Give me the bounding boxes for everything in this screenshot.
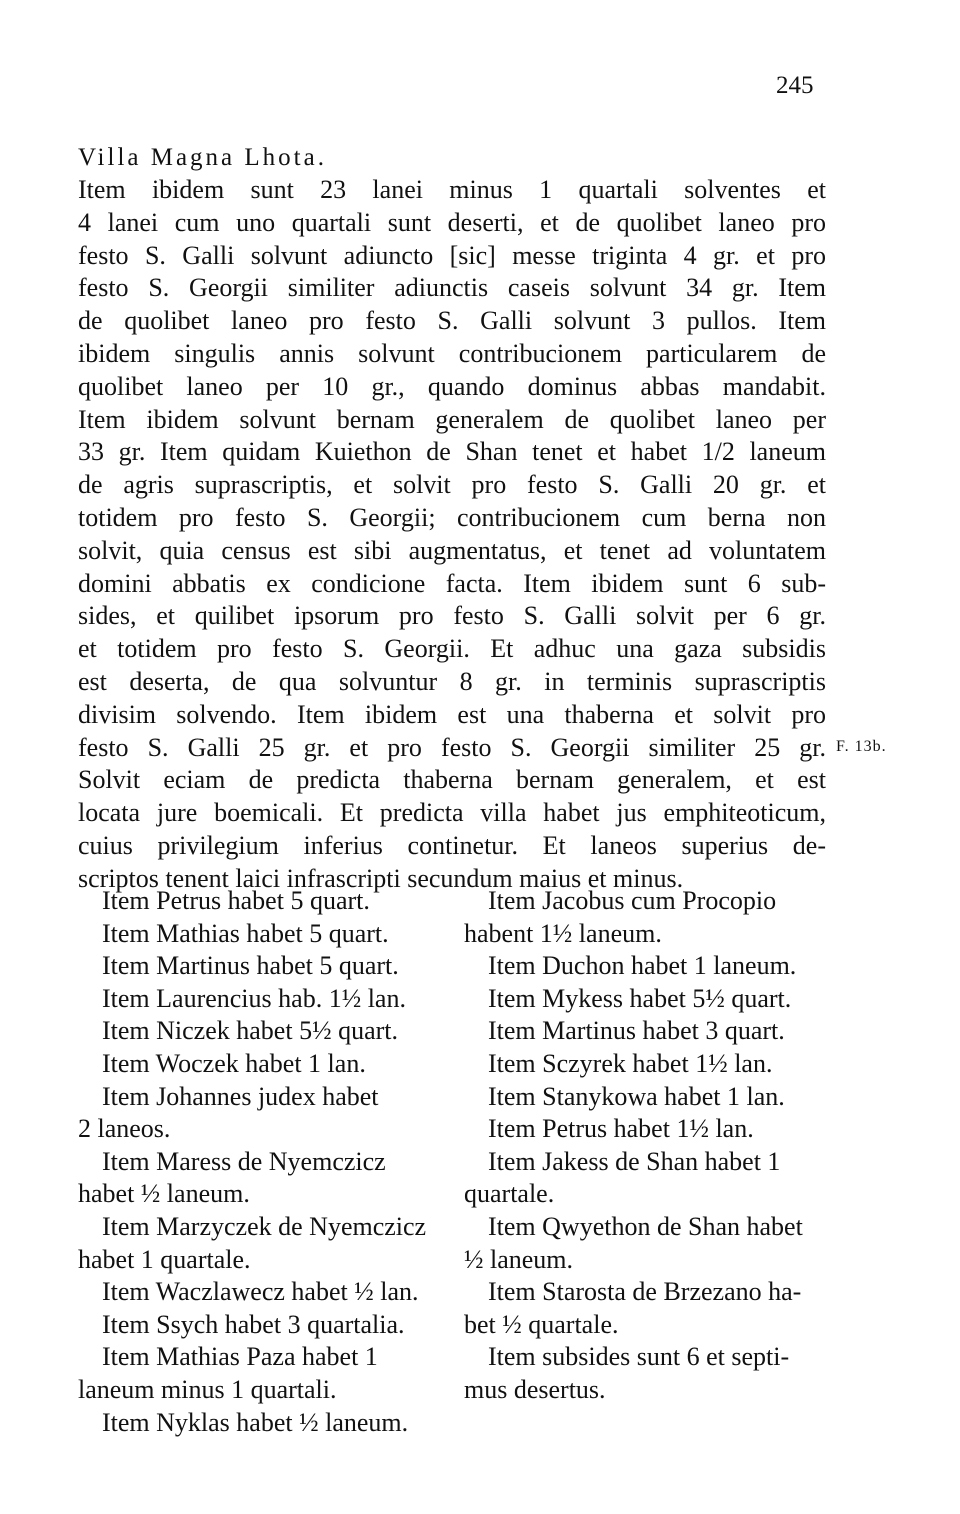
list-item — [464, 983, 824, 1016]
list-item — [464, 1211, 824, 1276]
list-item-line: mus desertus. — [464, 1374, 606, 1404]
list-item-line: quartale. — [464, 1179, 555, 1209]
body-paragraph — [78, 174, 826, 896]
body-line: 33 gr. Item quidam Kuiethon de Shan tenet et habet 1/2 laneum — [78, 437, 826, 467]
list-item-line: habent 1½ laneum. — [464, 918, 662, 948]
list-item — [464, 1048, 824, 1081]
list-item-line: Item Mykess habet 5½ quart. — [488, 983, 792, 1013]
list-item-line: Item Jakess de Shan habet 1 — [488, 1146, 781, 1176]
list-item-line: Item Mathias habet 5 quart. — [102, 918, 389, 948]
body-line: totidem pro festo S. Georgii; contribucionem cum berna non — [78, 502, 826, 532]
list-item — [78, 1309, 438, 1342]
list-item-line: habet ½ laneum. — [78, 1179, 250, 1209]
list-item-line: Item Woczek habet 1 lan. — [102, 1048, 366, 1078]
body-line: de agris suprascriptis, et solvit pro festo S. Galli 20 gr. et — [78, 470, 826, 500]
list-item — [78, 1015, 438, 1048]
list-item — [78, 885, 438, 918]
list-item — [464, 1015, 824, 1048]
folio-margin-note: F. 13b. — [836, 738, 887, 755]
list-item — [464, 885, 824, 950]
list-item-line: ½ laneum. — [464, 1244, 574, 1274]
list-item-line: laneum minus 1 quartali. — [78, 1374, 337, 1404]
list-item — [78, 950, 438, 983]
list-item — [78, 1407, 438, 1440]
list-item-line: Item Johannes judex habet — [102, 1081, 379, 1111]
list-item — [464, 1341, 824, 1406]
list-item-line: Item Martinus habet 5 quart. — [102, 951, 399, 981]
list-item-line: Item Stanykowa habet 1 lan. — [488, 1081, 785, 1111]
list-item — [464, 1081, 824, 1114]
list-item-line: Item Mathias Paza habet 1 — [102, 1342, 378, 1372]
list-item-line: Item Martinus habet 3 quart. — [488, 1016, 785, 1046]
body-line: solvit, quia census est sibi augmentatus, et tenet ad voluntatem — [78, 535, 826, 565]
body-line: Solvit eciam de predicta thaberna bernam generalem, et est — [78, 765, 826, 795]
list-item-line: Item Starosta de Brzezano ha- — [488, 1277, 802, 1307]
section-heading: Villa Magna Lhota. — [78, 144, 327, 171]
list-item-line: habet 1 quartale. — [78, 1244, 251, 1274]
list-item-line: Item Niczek habet 5½ quart. — [102, 1016, 398, 1046]
body-line: quolibet laneo per 10 gr., quando dominus abbas mandabit. — [78, 371, 826, 401]
list-item-line: Item subsides sunt 6 et septi- — [488, 1342, 790, 1372]
list-item-line: Item Duchon habet 1 laneum. — [488, 951, 797, 981]
body-line: domini abbatis ex condicione facta. Item ibidem sunt 6 sub- — [78, 568, 826, 598]
list-item — [78, 918, 438, 951]
right-column-list — [464, 885, 824, 1407]
list-item-line: Item Laurencius hab. 1½ lan. — [102, 983, 406, 1013]
list-item — [464, 1146, 824, 1211]
list-item-line: Item Nyklas habet ½ laneum. — [102, 1407, 409, 1437]
body-line: Item ibidem sunt 23 lanei minus 1 quartali solventes et — [78, 175, 826, 204]
body-line: sides, et quilibet ipsorum pro festo S. Galli solvit per 6 gr. — [78, 601, 826, 631]
body-line: est deserta, de qua solvuntur 8 gr. in terminis suprascriptis — [78, 666, 826, 696]
list-item-line: Item Marzyczek de Nyemczicz — [102, 1211, 427, 1241]
list-item-line: Item Petrus habet 1½ lan. — [488, 1114, 754, 1144]
list-item-line: bet ½ quartale. — [464, 1309, 619, 1339]
body-line: festo S. Galli 25 gr. et pro festo S. Georgii similiter 25 gr. — [78, 732, 826, 762]
body-line: ibidem singulis annis solvunt contribucionem particularem de — [78, 338, 826, 368]
body-line: et totidem pro festo S. Georgii. Et adhuc una gaza subsidis — [78, 634, 826, 664]
list-item — [78, 1341, 438, 1406]
list-item — [464, 1276, 824, 1341]
left-column-list — [78, 885, 438, 1439]
body-line: 4 lanei cum uno quartali sunt deserti, et de quolibet laneo pro — [78, 207, 826, 237]
list-item — [78, 1146, 438, 1211]
list-item-line: Item Maress de Nyemczicz — [102, 1146, 386, 1176]
body-line: Item ibidem solvunt bernam generalem de quolibet laneo per — [78, 404, 826, 434]
list-item-line: Item Waczlawecz habet ½ lan. — [102, 1277, 419, 1307]
body-line: scriptos tenent laici infrascripti secundum maius et minus. — [78, 863, 684, 893]
body-line: festo S. Galli solvunt adiuncto [sic] messe triginta 4 gr. et pro — [78, 240, 826, 270]
list-item-line: Item Sczyrek habet 1½ lan. — [488, 1048, 773, 1078]
list-item — [78, 1211, 438, 1276]
page-number: 245 — [776, 72, 814, 99]
body-line: divisim solvendo. Item ibidem est una thaberna et solvit pro — [78, 699, 826, 729]
list-item-line: Item Petrus habet 5 quart. — [102, 886, 370, 915]
list-item — [464, 950, 824, 983]
list-item — [78, 983, 438, 1016]
list-item — [78, 1048, 438, 1081]
list-item — [464, 1113, 824, 1146]
body-line: de quolibet laneo pro festo S. Galli solvunt 3 pullos. Item — [78, 306, 826, 336]
body-line: locata jure boemicali. Et predicta villa habet jus emphiteoticum, — [78, 798, 826, 828]
list-item-line: Item Qwyethon de Shan habet — [488, 1211, 803, 1241]
body-line: festo S. Georgii similiter adiunctis caseis solvunt 34 gr. Item — [78, 273, 826, 303]
list-item-line: Item Ssych habet 3 quartalia. — [102, 1309, 405, 1339]
list-item — [78, 1081, 438, 1146]
body-line: cuius privilegium inferius continetur. Et laneos superius de- — [78, 830, 826, 860]
list-item — [78, 1276, 438, 1309]
list-item-line: 2 laneos. — [78, 1114, 171, 1144]
list-item-line: Item Jacobus cum Procopio — [488, 886, 777, 915]
